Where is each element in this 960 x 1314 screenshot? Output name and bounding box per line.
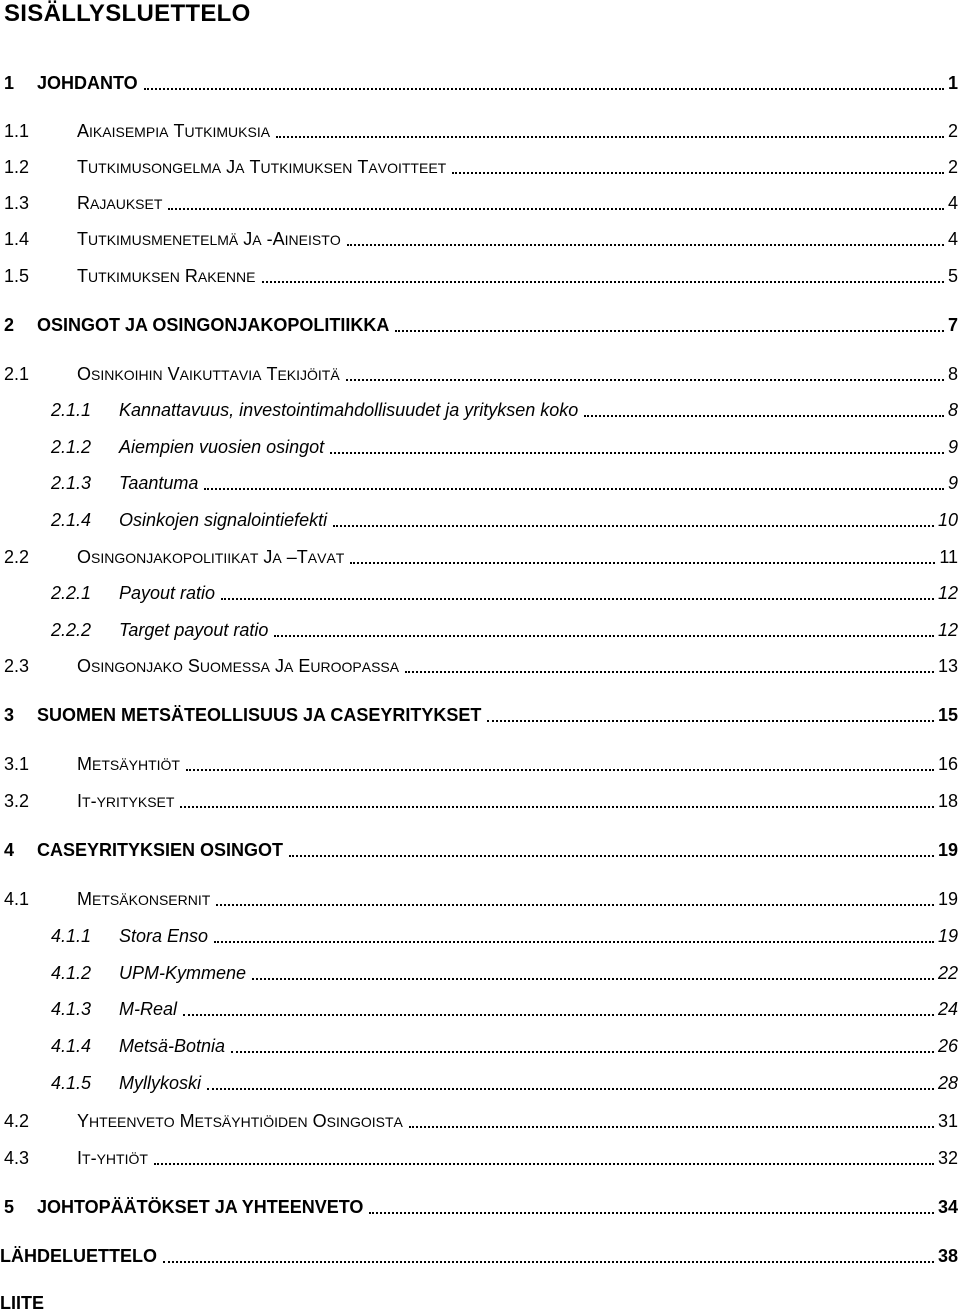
toc-leader-dots	[274, 635, 934, 637]
toc-entry-number: 2.1.4	[51, 510, 92, 530]
toc-entry-page: 24	[937, 999, 958, 1019]
toc-leader-dots	[180, 806, 934, 808]
toc-entry-page: 7	[947, 315, 958, 335]
toc-entry-number: 2.1.3	[51, 473, 92, 493]
toc-entry-number: 4.1.5	[51, 1073, 92, 1093]
toc-entry[interactable]	[0, 1109, 960, 1133]
toc-entry[interactable]	[0, 119, 960, 143]
toc-entry-label: JOHDANTO	[37, 73, 138, 93]
toc-leader-dots	[276, 136, 944, 138]
toc-entry-label: Myllykoski	[119, 1073, 202, 1093]
toc-entry-page: 1	[947, 73, 958, 93]
toc-entry-number: 2.3	[4, 656, 30, 676]
toc-entry[interactable]	[0, 313, 960, 337]
toc-entry-number: 2.2	[4, 547, 30, 567]
toc-entry[interactable]	[0, 887, 960, 911]
toc-entry-number: 3.1	[4, 754, 30, 774]
toc-entry[interactable]	[0, 1071, 960, 1095]
toc-entry[interactable]	[0, 838, 960, 862]
toc-entry-number: 4.3	[4, 1148, 30, 1168]
toc-entry-page: 26	[937, 1036, 958, 1056]
toc-entry-label: Payout ratio	[119, 583, 216, 603]
toc-entry-label: I T - Y R I T Y K S E T	[77, 791, 175, 811]
toc-entry-number: 2.1.2	[51, 437, 92, 457]
toc-entry-label: T U T K I M U S M E N E T E L M Ä J A - A I N E I S T O	[77, 229, 341, 249]
toc-leader-dots	[333, 525, 934, 527]
toc-entry[interactable]	[0, 227, 960, 251]
toc-entry-label: A I K A I S E M P I A T U T K I M U K S I A	[77, 121, 271, 141]
toc-entry-page: 13	[937, 656, 958, 676]
toc-entry-page: 4	[947, 229, 958, 249]
toc-entry-page: 34	[937, 1197, 958, 1217]
toc-entry[interactable]	[0, 398, 960, 422]
toc-entry-number: 3	[4, 705, 15, 725]
toc-entry-number: 4.1.3	[51, 999, 92, 1019]
toc-entry[interactable]	[0, 545, 960, 569]
toc-entry-number: 3.2	[4, 791, 30, 811]
toc-entry-page: 19	[937, 889, 958, 909]
toc-entry-number: 4.1.1	[51, 926, 92, 946]
toc-entry[interactable]	[0, 752, 960, 776]
toc-entry-label: LÄHDELUETTELO	[0, 1246, 157, 1266]
toc-entry-label: M E T S Ä K O N S E R N I T	[77, 889, 211, 909]
toc-entry-page: 15	[937, 705, 958, 725]
toc-entry-label: Target payout ratio	[119, 620, 269, 640]
toc-entry[interactable]	[0, 618, 960, 642]
toc-entry[interactable]	[0, 362, 960, 386]
toc-entry-number: 1.5	[4, 266, 30, 286]
toc-entry-label: O S I N G O N J A K O S U O M E S S A J A E U R O O P A S S A	[77, 656, 400, 676]
toc-entry[interactable]	[0, 471, 960, 495]
toc-leader-dots	[395, 330, 944, 332]
toc-leader-dots	[214, 941, 934, 943]
toc-entry-page: 11	[939, 547, 958, 567]
toc-entry-number: 4.1.4	[51, 1036, 92, 1056]
toc-entry-label: Kannattavuus, investointimahdollisuudet ja yrityksen koko	[119, 400, 579, 420]
toc-entry-page: 9	[947, 473, 958, 493]
toc-entry-label: JOHTOPÄÄTÖKSET JA YHTEENVETO	[37, 1197, 364, 1217]
toc-entry[interactable]	[0, 1195, 960, 1219]
toc-leader-dots	[252, 978, 934, 980]
toc-leader-dots	[144, 88, 944, 90]
toc-entry[interactable]	[0, 191, 960, 215]
toc-entry[interactable]	[0, 1034, 960, 1058]
toc-entry-label: Metsä-Botnia	[119, 1036, 226, 1056]
toc-entry-page: 31	[937, 1111, 958, 1131]
toc-entry-label: R A J A U K S E T	[77, 193, 163, 213]
toc-entry-page: 38	[937, 1246, 958, 1266]
toc-entry-page: 18	[937, 791, 958, 811]
toc-entry-page: 12	[937, 620, 958, 640]
toc-entry-page: 32	[937, 1148, 958, 1168]
toc-entry[interactable]	[0, 155, 960, 179]
toc-entry[interactable]	[0, 789, 960, 813]
toc-entry-number: 1.4	[4, 229, 30, 249]
toc-leader-dots	[487, 720, 934, 722]
toc-entry-number: 1	[4, 73, 15, 93]
toc-leader-dots	[262, 281, 944, 283]
toc-entry[interactable]	[0, 654, 960, 678]
toc-leader-dots	[452, 172, 944, 174]
toc-entry[interactable]	[0, 997, 960, 1021]
toc-entry-page: 8	[947, 364, 958, 384]
toc-entry[interactable]	[0, 581, 960, 605]
toc-entry-page: 19	[937, 840, 958, 860]
toc-entry-number: 4	[4, 840, 15, 860]
toc-entry[interactable]	[0, 924, 960, 948]
toc-entry[interactable]	[0, 508, 960, 532]
toc-leader-dots	[204, 488, 944, 490]
toc-entry-page: 12	[937, 583, 958, 603]
toc-entry-page: 28	[937, 1073, 958, 1093]
toc-entry-number: 4.1.2	[51, 963, 92, 983]
toc-entry-page: 9	[947, 437, 958, 457]
toc-leader-dots	[216, 904, 934, 906]
toc-entry[interactable]	[0, 264, 960, 288]
toc-entry-label: T U T K I M U S O N G E L M A J A T U T K I M U K S E N T A V O I T T E E T	[77, 157, 447, 177]
toc-entry[interactable]	[0, 1146, 960, 1170]
toc-entry-page: 10	[937, 510, 958, 530]
toc-entry-label: Osinkojen signalointiefekti	[119, 510, 328, 530]
toc-entry-number: 2.1.1	[51, 400, 92, 420]
toc-entry-label: OSINGOT JA OSINGONJAKOPOLITIIKKA	[37, 315, 390, 335]
toc-entry-label: UPM-Kymmene	[119, 963, 247, 983]
toc-entry-label: Stora Enso	[119, 926, 209, 946]
toc-entry-page: 2	[947, 157, 958, 177]
toc-entry-page: 2	[947, 121, 958, 141]
toc-entry-label: CASEYRITYKSIEN OSINGOT	[37, 840, 284, 860]
toc-entry[interactable]	[0, 71, 960, 95]
toc-entry-number: 4.1	[4, 889, 30, 909]
toc-entry-label: Taantuma	[119, 473, 199, 493]
toc-entry-label: Aiempien vuosien osingot	[119, 437, 325, 457]
toc-entry-label: SUOMEN METSÄTEOLLISUUS JA CASEYRITYKSET	[37, 705, 482, 725]
toc-leader-dots	[154, 1163, 934, 1165]
toc-leader-dots	[183, 1014, 934, 1016]
toc-leader-dots	[221, 598, 934, 600]
toc-entry-page: 4	[947, 193, 958, 213]
toc-entry-label: O S I N K O I H I N V A I K U T T A V I A T E K I J Ö I T Ä	[77, 364, 340, 384]
toc-entry-page: 22	[937, 963, 958, 983]
toc-entry-label: M E T S Ä Y H T I Ö T	[77, 754, 180, 774]
toc-leader-dots	[163, 1261, 934, 1263]
toc-entry-page: 5	[947, 266, 958, 286]
toc-entry-number: 1.3	[4, 193, 30, 213]
toc-entry-number: 2.2.1	[51, 583, 92, 603]
toc-entry-page: 19	[937, 926, 958, 946]
toc-entry-label: T U T K I M U K S E N R A K E N N E	[77, 266, 256, 286]
toc-entry-page: 16	[937, 754, 958, 774]
toc-leader-dots	[330, 452, 944, 454]
toc-leader-dots	[409, 1126, 934, 1128]
toc-entry[interactable]	[0, 961, 960, 985]
toc-entry-number: 4.2	[4, 1111, 30, 1131]
toc-entry-label: Y H T E E N V E T O M E T S Ä Y H T I Ö I D E N O S I N G O I S T A	[77, 1111, 403, 1131]
toc-leader-dots	[168, 208, 944, 210]
toc-leader-dots	[346, 379, 944, 381]
toc-leader-dots	[405, 671, 934, 673]
appendix-heading: LIITE	[0, 1293, 44, 1313]
toc-entry-number: 2	[4, 315, 15, 335]
toc-leader-dots	[231, 1051, 934, 1053]
toc-entry-number: 5	[4, 1197, 15, 1217]
toc-entry[interactable]	[0, 703, 960, 727]
toc-entry[interactable]	[0, 1244, 960, 1268]
toc-entry-label: O S I N G O N J A K O P O L I T I I K A T J A – T A V A T	[77, 547, 345, 567]
toc-entry-page: 8	[947, 400, 958, 420]
toc-leader-dots	[350, 562, 935, 564]
toc-leader-dots	[289, 855, 934, 857]
toc-leader-dots	[186, 769, 934, 771]
toc-entry-label: M-Real	[119, 999, 178, 1019]
toc-leader-dots	[347, 244, 944, 246]
toc-entry-number: 1.1	[4, 121, 30, 141]
toc-entry-label: I T - Y H T I Ö T	[77, 1148, 148, 1168]
toc-entry-number: 2.1	[4, 364, 30, 384]
page-title: SISÄLLYSLUETTELO	[4, 0, 251, 27]
toc-leader-dots	[207, 1088, 934, 1090]
toc-entry-number: 1.2	[4, 157, 30, 177]
toc-entry[interactable]	[0, 435, 960, 459]
toc-entry-number: 2.2.2	[51, 620, 92, 640]
toc-leader-dots	[584, 415, 944, 417]
toc-leader-dots	[369, 1212, 934, 1214]
